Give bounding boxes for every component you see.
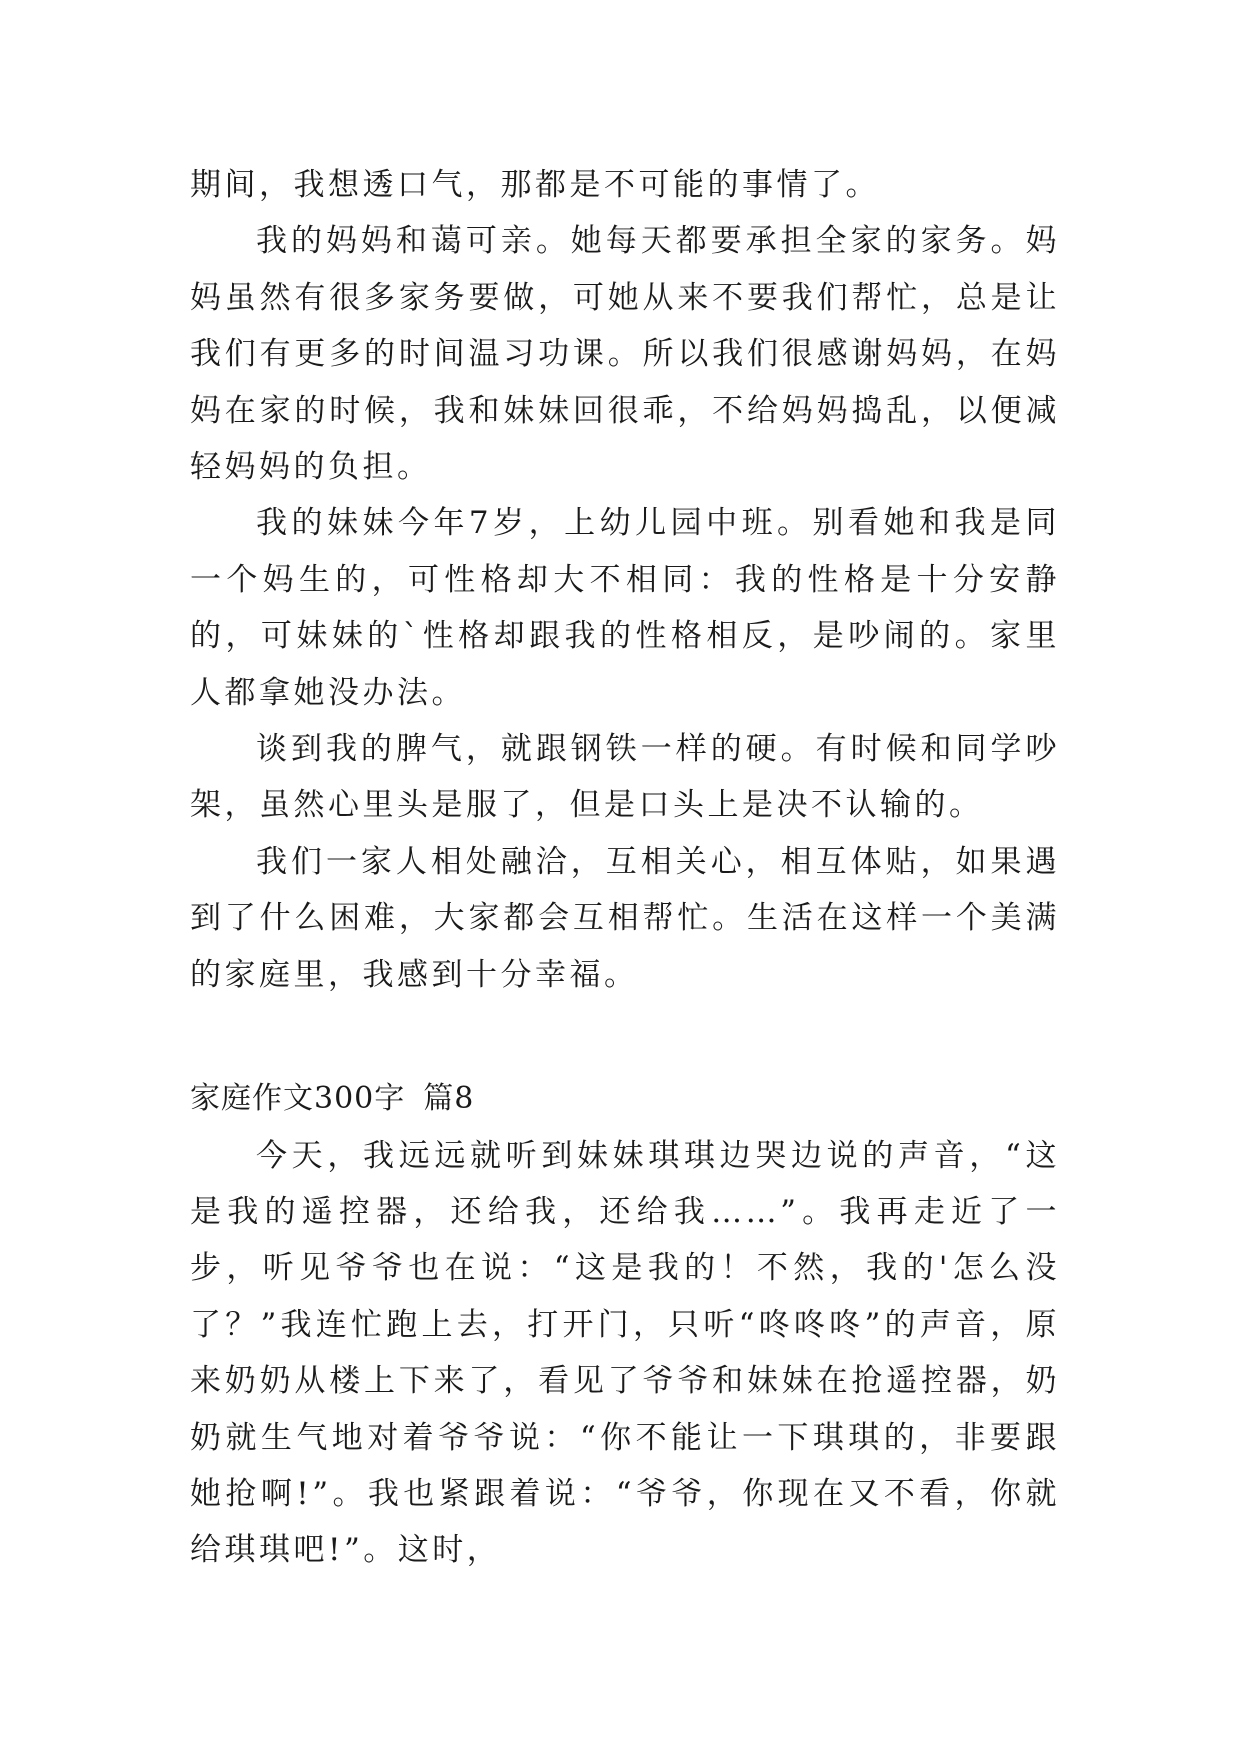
paragraph-5: 我们一家人相处融洽，互相关心，相互体贴，如果遇到了什么困难，大家都会互相帮忙。生活在这样一个美满的家庭里，我感到十分幸福。 xyxy=(190,843,1060,993)
section-heading xyxy=(190,1071,1060,1127)
paragraph-1: 期间，我想透口气，那都是不可能的事情了。 xyxy=(190,167,880,203)
section-title: 家庭作文300字 xyxy=(190,1081,406,1117)
paragraph-3: 我的妹妹今年7岁，上幼儿园中班。别看她和我是同一个妈生的，可性格却大不相同：我的性格是十分安静的，可妹妹的`性格却跟我的性格相反，是吵闹的。家里人都拿她没办法。 xyxy=(190,505,1060,711)
section-part: 篇8 xyxy=(423,1081,475,1117)
paragraph-2: 我的妈妈和蔼可亲。她每天都要承担全家的家务。妈妈虽然有很多家务要做，可她从来不要我们帮忙，总是让我们有更多的时间温习功课。所以我们很感谢妈妈，在妈妈在家的时候，我和妹妹回很乖，不给妈妈捣乱，以便减轻妈妈的负担。 xyxy=(190,223,1060,486)
section-spacer xyxy=(190,1003,1060,1071)
paragraph-6: 今天，我远远就听到妹妹琪琪边哭边说的声音，“这是我的遥控器，还给我，还给我……”。我再走近了一步，听见爷爷也在说：“这是我的！不然，我的'怎么没了？”我连忙跑上去，打开门，只听“咚咚咚”的声音，原来奶奶从楼上下来了，看见了爷爷和妹妹在抢遥控器，奶奶就生气地对着爷爷说：“你不能让一下琪琪的，非要跟她抢啊!”。我也紧跟着说：“爷爷，你现在又不看，你就给琪琪吧!”。这时， xyxy=(190,1137,1060,1569)
document-body xyxy=(190,157,1060,1579)
paragraph-4: 谈到我的脾气，就跟钢铁一样的硬。有时候和同学吵架，虽然心里头是服了，但是口头上是决不认输的。 xyxy=(190,731,1060,824)
